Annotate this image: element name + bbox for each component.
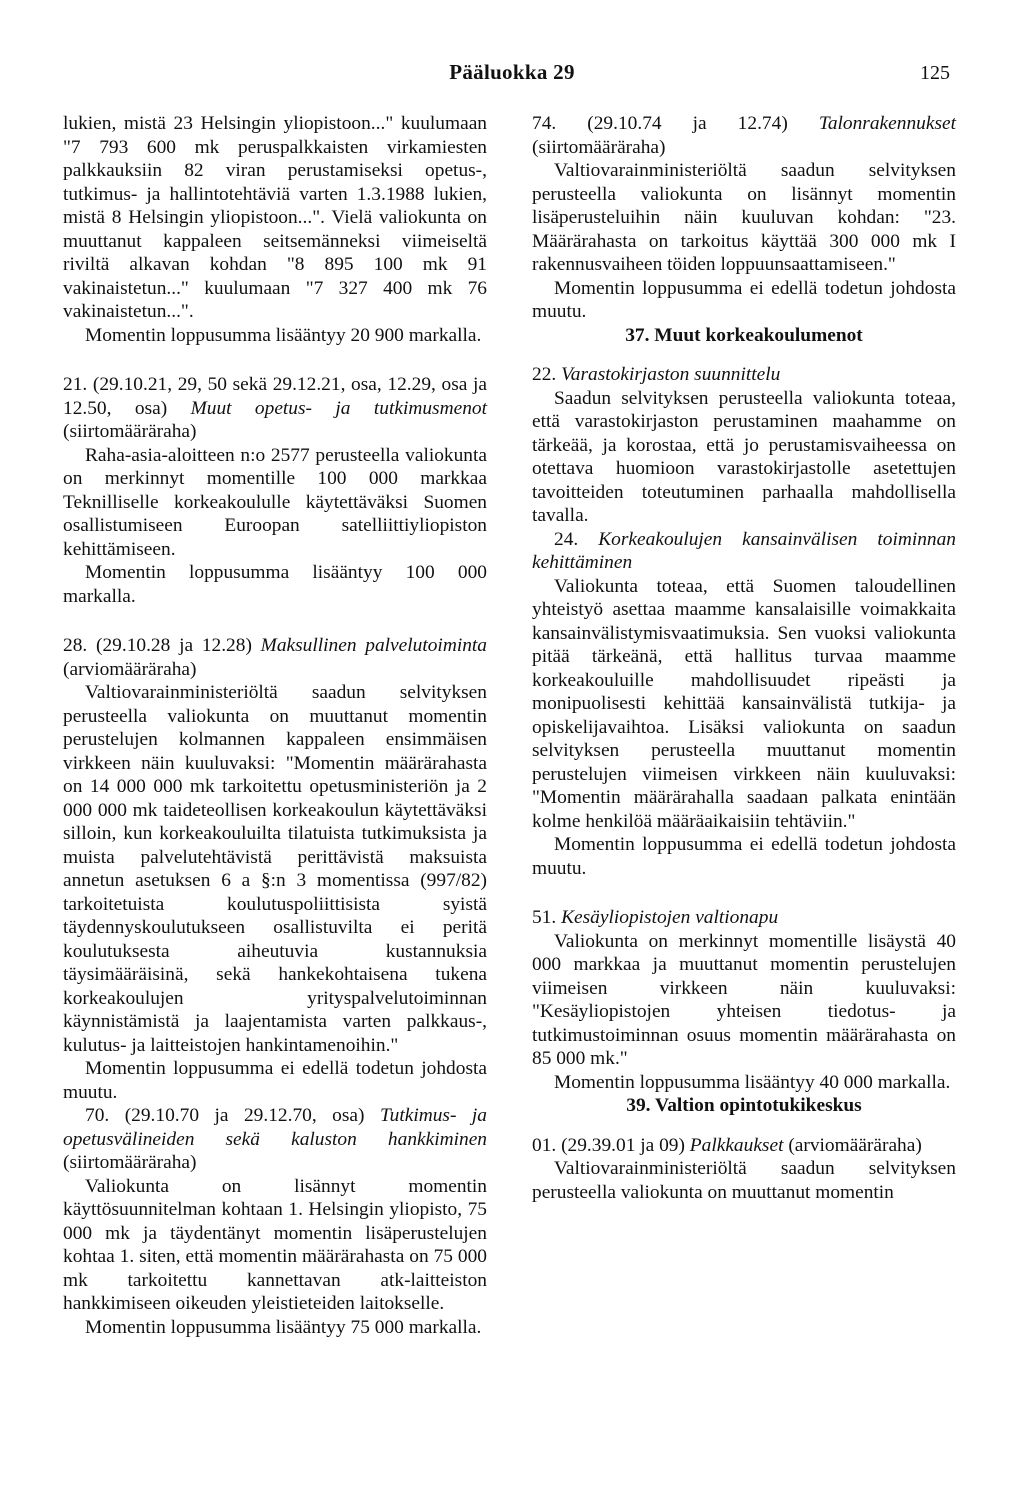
item-24-body: Valiokunta toteaa, että Suomen taloudellinen yhteistyö asettaa maamme kansalaisille voimakkaita kansainvälistymisvaatimuksia. Sen vuoksi valiokunta pitää tärkeänä, että hallitus turvaa maamme korkeakouluille mahdollisuudet ripeästi ja monipuolisesti kehittää kansainvälistä tutkija- ja opiskelijavaihtoa. Lisäksi valiokunta on saadun selvityksen perusteella muuttanut momentin perustelujen viimeisen virkkeen näin kuuluvaksi: "Momentin määrärahalla saadaan palkata enintään kolme henkilöä määräaikaisiin tehtäviin.": [532, 575, 956, 832]
item-21-type: (siirtomääräraha): [63, 421, 197, 442]
item-21-body: Raha-asia-aloitteen n:o 2577 perusteella valiokunta on merkinnyt momentille 100 000 markkaa Teknilliselle korkeakoululle käytettäväksi Suomen osallistumiseen Euroopan satelliittiyliopiston kehittämiseen.: [63, 444, 487, 560]
item-51-title: Kesäyliopistojen valtionapu: [561, 907, 779, 928]
paragraph-continuation: lukien, mistä 23 Helsingin yliopistoon..." kuulumaan "7 793 600 mk peruspalkkaisten virkamiesten palkkauksiin 82 viran perustamiseksi opetus-, tutkimus- ja hallintotehtäviä varten 1.3.1988 lukien, mistä 8 Helsingin yliopistoon...". Vielä valiokunta on muuttanut kappaleen seitsemänneksi viimeiseltä riviltä alkavan kohdan "8 895 100 mk 91 vakinaistetun..." kuulumaan "7 327 400 mk 76 vakinaistetun...".: [63, 113, 487, 322]
item-74-heading: [532, 112, 956, 159]
item-74-type: (siirtomääräraha): [532, 136, 666, 158]
item-70-title: Tutkimus- ja opetusvälineiden sekä kaluston hankkiminen: [63, 1105, 487, 1150]
item-22-title: Varastokirjaston suunnittelu: [561, 364, 781, 385]
item-01-heading: [532, 1134, 956, 1158]
right-column: [532, 112, 956, 1204]
item-74-number: 74. (29.10.74 ja 12.74): [532, 113, 819, 134]
item-28-title: Maksullinen palvelutoiminta: [260, 635, 487, 656]
item-28-sum: Momentin loppusumma ei edellä todetun johdosta muutu.: [63, 1058, 487, 1103]
item-22-heading: [532, 363, 956, 387]
item-21-number: 21. (29.10.21, 29, 50 sekä 29.12.21, osa, 12.29, osa ja 12.50, osa): [63, 374, 487, 419]
item-74-title: Talonrakennukset: [818, 113, 956, 134]
item-70-sum: Momentin loppusumma lisääntyy 75 000 markalla.: [85, 1316, 482, 1338]
page-header-title: Pääluokka 29: [449, 60, 575, 84]
item-74-sum: Momentin loppusumma ei edellä todetun johdosta muutu.: [532, 277, 956, 322]
item-51-sum: Momentin loppusumma lisääntyy 40 000 markalla.: [554, 1071, 951, 1093]
item-74-body: Valtiovarainministeriöltä saadun selvityksen perusteella valiokunta on lisännyt momentin lisäperusteluihin näin kuuluvan kohdan: "23. Määrärahasta on tarkoitus käyttää 300 000 mk I rakennusvaiheen töiden loppuunsaattamiseen.": [532, 160, 956, 275]
item-21-title: Muut opetus- ja tutkimusmenot: [190, 397, 487, 419]
item-28-type: (arviomääräraha): [63, 658, 197, 680]
item-51-body: Valiokunta on merkinnyt momentille lisäystä 40 000 markkaa ja muuttanut momentin perustelujen viimeisen virkkeen näin kuuluvaksi: "Kesäyliopistojen yhteisen tiedotus- ja tutkimustoiminnan osuus momentin määrärahasta on 85 000 mk.": [532, 930, 956, 1069]
item-28-heading: [63, 634, 487, 681]
item-01-body: Valtiovarainministeriöltä saadun selvityksen perusteella valiokunta on muuttanut momentin: [532, 1158, 956, 1203]
item-28-number: 28. (29.10.28 ja 12.28): [63, 635, 261, 656]
item-24-heading: [532, 528, 956, 575]
item-22-number: 22.: [532, 364, 562, 385]
page-number: 125: [920, 62, 950, 84]
item-51-heading: [532, 906, 956, 930]
item-21-sum: Momentin loppusumma lisääntyy 100 000 markalla.: [63, 562, 487, 607]
item-01-number: 01. (29.39.01 ja 09): [532, 1134, 690, 1156]
item-70-number: 70. (29.10.70 ja 29.12.70, osa): [85, 1105, 380, 1126]
item-70-body: Valiokunta on lisännyt momentin käyttösuunnitelman kohtaan 1. Helsingin yliopisto, 75 000 mk ja täydentänyt momentin lisäperustelujen kohtaa 1. siten, että momentin määrärahasta on 75 000 mk tarkoitettu kannettavan atk-laitteiston hankkimiseen oikeuden yleistieteiden laitokselle.: [63, 1175, 487, 1314]
item-01-type: (arviomääräraha): [783, 1134, 922, 1156]
item-21-heading: [63, 373, 487, 444]
section-39-heading: 39. Valtion opintotukikeskus: [626, 1095, 862, 1116]
left-column: [63, 112, 487, 1339]
sum-note: Momentin loppusumma lisääntyy 20 900 markalla.: [85, 324, 482, 346]
item-22-body: Saadun selvityksen perusteella valiokunta toteaa, että varastokirjaston perustaminen maahamme on tärkeää, ja korostaa, että jo perustamisvaiheessa on otettava huomioon varastokirjastolle asetettujen tavoitteiden toteutuminen parhaalla mahdollisella tavalla.: [532, 387, 956, 526]
item-70-heading: [63, 1104, 487, 1175]
item-24-sum: Momentin loppusumma ei edellä todetun johdosta muutu.: [532, 834, 956, 879]
item-51-number: 51.: [532, 907, 562, 928]
item-70-type: (siirtomääräraha): [63, 1152, 197, 1173]
item-01-title: Palkkaukset: [689, 1134, 784, 1156]
item-28-body: Valtiovarainministeriöltä saadun selvityksen perusteella valiokunta on muuttanut momentin perustelujen kolmannen kappaleen ensimmäisen virkkeen näin kuuluvaksi: "Momentin määrärahasta on 14 000 000 mk tarkoitettu opetusministeriön ja 2 000 000 mk taideteollisen korkeakoulun käytettäväksi silloin, kun korkeakouluilta tilatuista tutkimuksista ja muista palvelutehtävistä perittävistä maksuista annetun asetuksen 6 a §:n 3 momentissa (997/82) tarkoitetuista koulutuspoliittisista syistä täydennyskoulutukseen osallistuvilta ei peritä koulutuksesta aiheutuvia kustannuksia täysimääräisinä, sekä hankekohtaisena tukena korkeakoulujen yrityspalvelutoiminnan käynnistämistä ja laajentamista varten palkkaus-, kulutus- ja laitteistojen hankintamenoihin.": [63, 682, 487, 1056]
item-24-title: Korkeakoulujen kansainvälisen toiminnan kehittäminen: [532, 528, 956, 573]
section-37-heading: 37. Muut korkeakoulumenot: [625, 324, 863, 346]
item-24-number: 24.: [554, 528, 599, 550]
